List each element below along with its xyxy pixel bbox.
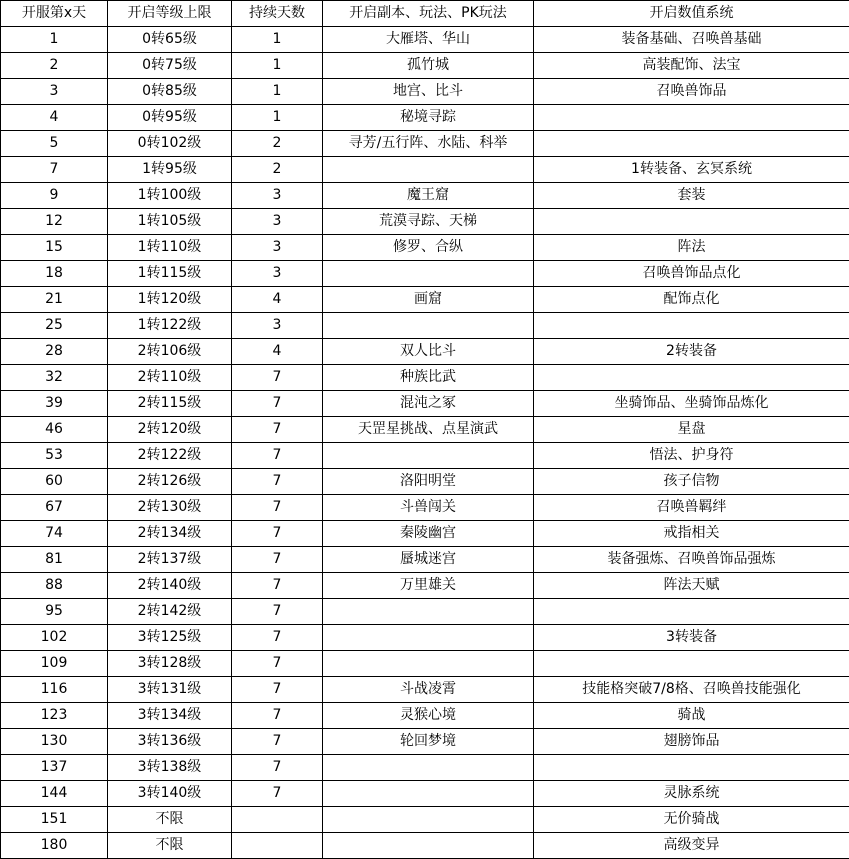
cell-level-cap: 1转122级	[108, 313, 232, 339]
cell-duration-days: 7	[232, 677, 323, 703]
cell-unlocked-content: 种族比武	[323, 365, 534, 391]
cell-unlocked-content	[323, 157, 534, 183]
cell-unlocked-systems: 骑战	[534, 703, 849, 729]
cell-level-cap: 3转138级	[108, 755, 232, 781]
cell-server-day: 2	[1, 53, 108, 79]
table-row	[1, 495, 849, 521]
cell-level-cap: 1转120级	[108, 287, 232, 313]
cell-duration-days: 1	[232, 27, 323, 53]
cell-duration-days: 7	[232, 547, 323, 573]
cell-level-cap: 3转125级	[108, 625, 232, 651]
cell-unlocked-systems	[534, 599, 849, 625]
table-row	[1, 27, 849, 53]
cell-unlocked-content	[323, 807, 534, 833]
cell-server-day: 116	[1, 677, 108, 703]
cell-server-day: 67	[1, 495, 108, 521]
cell-unlocked-systems: 高级变异	[534, 833, 849, 859]
header-unlocked-systems: 开启数值系统	[534, 1, 849, 27]
cell-server-day: 3	[1, 79, 108, 105]
cell-server-day: 18	[1, 261, 108, 287]
cell-unlocked-systems	[534, 105, 849, 131]
cell-unlocked-systems: 无价骑战	[534, 807, 849, 833]
cell-unlocked-content: 孤竹城	[323, 53, 534, 79]
cell-duration-days: 4	[232, 339, 323, 365]
cell-server-day: 130	[1, 729, 108, 755]
cell-unlocked-systems: 召唤兽羁绊	[534, 495, 849, 521]
cell-server-day: 137	[1, 755, 108, 781]
cell-unlocked-systems	[534, 313, 849, 339]
cell-unlocked-systems: 星盘	[534, 417, 849, 443]
cell-unlocked-content: 大雁塔、华山	[323, 27, 534, 53]
table-row	[1, 547, 849, 573]
cell-unlocked-systems: 灵脉系统	[534, 781, 849, 807]
table-row	[1, 105, 849, 131]
cell-duration-days: 7	[232, 599, 323, 625]
table-row	[1, 287, 849, 313]
cell-unlocked-content: 混沌之冢	[323, 391, 534, 417]
cell-level-cap: 0转85级	[108, 79, 232, 105]
cell-server-day: 151	[1, 807, 108, 833]
cell-level-cap: 1转95级	[108, 157, 232, 183]
cell-duration-days: 7	[232, 521, 323, 547]
cell-unlocked-content	[323, 443, 534, 469]
cell-unlocked-content: 天罡星挑战、点星演武	[323, 417, 534, 443]
cell-unlocked-systems: 2转装备	[534, 339, 849, 365]
table-row	[1, 703, 849, 729]
table-row	[1, 157, 849, 183]
cell-unlocked-systems: 召唤兽饰品点化	[534, 261, 849, 287]
cell-server-day: 144	[1, 781, 108, 807]
cell-level-cap: 2转115级	[108, 391, 232, 417]
cell-server-day: 12	[1, 209, 108, 235]
cell-server-day: 60	[1, 469, 108, 495]
cell-level-cap: 不限	[108, 833, 232, 859]
header-unlocked-content: 开启副本、玩法、PK玩法	[323, 1, 534, 27]
table-row	[1, 521, 849, 547]
cell-unlocked-content: 魔王窟	[323, 183, 534, 209]
cell-duration-days: 1	[232, 105, 323, 131]
cell-unlocked-content: 秘境寻踪	[323, 105, 534, 131]
cell-duration-days: 4	[232, 287, 323, 313]
table-row	[1, 781, 849, 807]
table-row	[1, 599, 849, 625]
cell-unlocked-content: 双人比斗	[323, 339, 534, 365]
cell-server-day: 123	[1, 703, 108, 729]
table-row	[1, 365, 849, 391]
cell-server-day: 53	[1, 443, 108, 469]
cell-duration-days: 7	[232, 469, 323, 495]
cell-duration-days: 3	[232, 313, 323, 339]
cell-server-day: 25	[1, 313, 108, 339]
cell-server-day: 88	[1, 573, 108, 599]
cell-duration-days: 7	[232, 417, 323, 443]
cell-server-day: 15	[1, 235, 108, 261]
cell-duration-days	[232, 833, 323, 859]
cell-server-day: 9	[1, 183, 108, 209]
table-row	[1, 469, 849, 495]
table-row	[1, 807, 849, 833]
table-row	[1, 729, 849, 755]
cell-unlocked-content	[323, 625, 534, 651]
table-header	[1, 1, 849, 27]
cell-level-cap: 3转131级	[108, 677, 232, 703]
cell-level-cap: 0转75级	[108, 53, 232, 79]
cell-unlocked-systems: 装备强炼、召唤兽饰品强炼	[534, 547, 849, 573]
cell-unlocked-systems	[534, 209, 849, 235]
cell-duration-days: 1	[232, 53, 323, 79]
cell-unlocked-systems: 装备基础、召唤兽基础	[534, 27, 849, 53]
cell-server-day: 109	[1, 651, 108, 677]
cell-duration-days: 7	[232, 365, 323, 391]
cell-level-cap: 1转105级	[108, 209, 232, 235]
cell-server-day: 21	[1, 287, 108, 313]
cell-unlocked-content	[323, 599, 534, 625]
cell-duration-days: 7	[232, 573, 323, 599]
cell-unlocked-systems: 阵法天赋	[534, 573, 849, 599]
cell-duration-days: 7	[232, 495, 323, 521]
cell-unlocked-systems: 3转装备	[534, 625, 849, 651]
cell-unlocked-content	[323, 781, 534, 807]
cell-server-day: 102	[1, 625, 108, 651]
cell-duration-days: 7	[232, 703, 323, 729]
table-row	[1, 79, 849, 105]
cell-level-cap: 1转100级	[108, 183, 232, 209]
cell-server-day: 74	[1, 521, 108, 547]
cell-duration-days: 3	[232, 261, 323, 287]
cell-duration-days: 3	[232, 183, 323, 209]
cell-level-cap: 2转106级	[108, 339, 232, 365]
cell-unlocked-systems: 孩子信物	[534, 469, 849, 495]
cell-unlocked-content: 轮回梦境	[323, 729, 534, 755]
table-row	[1, 573, 849, 599]
cell-unlocked-content: 画窟	[323, 287, 534, 313]
cell-server-day: 1	[1, 27, 108, 53]
cell-level-cap: 2转134级	[108, 521, 232, 547]
cell-unlocked-content	[323, 651, 534, 677]
cell-unlocked-systems: 1转装备、玄冥系统	[534, 157, 849, 183]
table-row	[1, 53, 849, 79]
table-row	[1, 131, 849, 157]
cell-unlocked-content: 斗兽闯关	[323, 495, 534, 521]
cell-unlocked-systems: 技能格突破7/8格、召唤兽技能强化	[534, 677, 849, 703]
cell-unlocked-systems: 配饰点化	[534, 287, 849, 313]
cell-unlocked-content	[323, 261, 534, 287]
cell-unlocked-systems	[534, 651, 849, 677]
cell-unlocked-content: 地宫、比斗	[323, 79, 534, 105]
cell-duration-days: 7	[232, 443, 323, 469]
cell-level-cap: 3转134级	[108, 703, 232, 729]
table-row	[1, 183, 849, 209]
table-row	[1, 833, 849, 859]
cell-level-cap: 2转110级	[108, 365, 232, 391]
table-row	[1, 209, 849, 235]
cell-unlocked-content: 洛阳明堂	[323, 469, 534, 495]
cell-server-day: 28	[1, 339, 108, 365]
table-row	[1, 313, 849, 339]
cell-level-cap: 0转95级	[108, 105, 232, 131]
table-row	[1, 417, 849, 443]
cell-server-day: 39	[1, 391, 108, 417]
cell-duration-days: 7	[232, 625, 323, 651]
cell-duration-days: 3	[232, 235, 323, 261]
cell-level-cap: 3转128级	[108, 651, 232, 677]
cell-server-day: 46	[1, 417, 108, 443]
header-level-cap: 开启等级上限	[108, 1, 232, 27]
cell-unlocked-content: 寻芳/五行阵、水陆、科举	[323, 131, 534, 157]
header-server-day: 开服第x天	[1, 1, 108, 27]
cell-level-cap: 2转137级	[108, 547, 232, 573]
cell-level-cap: 不限	[108, 807, 232, 833]
cell-duration-days: 7	[232, 755, 323, 781]
table-row	[1, 339, 849, 365]
cell-duration-days: 7	[232, 651, 323, 677]
cell-unlocked-systems	[534, 365, 849, 391]
cell-unlocked-systems: 召唤兽饰品	[534, 79, 849, 105]
cell-server-day: 180	[1, 833, 108, 859]
cell-level-cap: 1转115级	[108, 261, 232, 287]
cell-duration-days: 1	[232, 79, 323, 105]
cell-server-day: 95	[1, 599, 108, 625]
cell-unlocked-content	[323, 755, 534, 781]
cell-duration-days: 7	[232, 391, 323, 417]
table-row	[1, 677, 849, 703]
table-row	[1, 391, 849, 417]
cell-unlocked-systems	[534, 131, 849, 157]
cell-level-cap: 2转142级	[108, 599, 232, 625]
cell-server-day: 32	[1, 365, 108, 391]
cell-level-cap: 2转140级	[108, 573, 232, 599]
cell-unlocked-content: 万里雄关	[323, 573, 534, 599]
table-body	[1, 27, 849, 859]
cell-unlocked-systems: 坐骑饰品、坐骑饰品炼化	[534, 391, 849, 417]
cell-unlocked-content: 斗战凌霄	[323, 677, 534, 703]
table-row	[1, 625, 849, 651]
cell-unlocked-systems: 高装配饰、法宝	[534, 53, 849, 79]
cell-unlocked-content: 修罗、合纵	[323, 235, 534, 261]
cell-unlocked-content: 秦陵幽宫	[323, 521, 534, 547]
cell-duration-days: 7	[232, 781, 323, 807]
table-row	[1, 651, 849, 677]
cell-duration-days: 2	[232, 131, 323, 157]
cell-level-cap: 0转102级	[108, 131, 232, 157]
cell-level-cap: 3转140级	[108, 781, 232, 807]
cell-level-cap: 0转65级	[108, 27, 232, 53]
cell-unlocked-systems: 悟法、护身符	[534, 443, 849, 469]
cell-level-cap: 2转120级	[108, 417, 232, 443]
table-row	[1, 755, 849, 781]
table-row	[1, 443, 849, 469]
cell-level-cap: 2转122级	[108, 443, 232, 469]
cell-unlocked-content: 蜃城迷宫	[323, 547, 534, 573]
cell-duration-days: 7	[232, 729, 323, 755]
table-row	[1, 235, 849, 261]
cell-unlocked-systems: 套装	[534, 183, 849, 209]
cell-server-day: 7	[1, 157, 108, 183]
cell-server-day: 81	[1, 547, 108, 573]
cell-unlocked-systems: 戒指相关	[534, 521, 849, 547]
cell-level-cap: 2转126级	[108, 469, 232, 495]
cell-unlocked-systems	[534, 755, 849, 781]
cell-duration-days: 3	[232, 209, 323, 235]
cell-level-cap: 2转130级	[108, 495, 232, 521]
cell-unlocked-content: 荒漠寻踪、天梯	[323, 209, 534, 235]
cell-unlocked-content: 灵猴心境	[323, 703, 534, 729]
cell-level-cap: 1转110级	[108, 235, 232, 261]
cell-server-day: 4	[1, 105, 108, 131]
cell-duration-days	[232, 807, 323, 833]
header-duration-days: 持续天数	[232, 1, 323, 27]
cell-unlocked-systems: 翅膀饰品	[534, 729, 849, 755]
header-row	[1, 1, 849, 27]
cell-unlocked-content	[323, 833, 534, 859]
cell-server-day: 5	[1, 131, 108, 157]
cell-level-cap: 3转136级	[108, 729, 232, 755]
cell-duration-days: 2	[232, 157, 323, 183]
table-row	[1, 261, 849, 287]
cell-unlocked-content	[323, 313, 534, 339]
cell-unlocked-systems: 阵法	[534, 235, 849, 261]
